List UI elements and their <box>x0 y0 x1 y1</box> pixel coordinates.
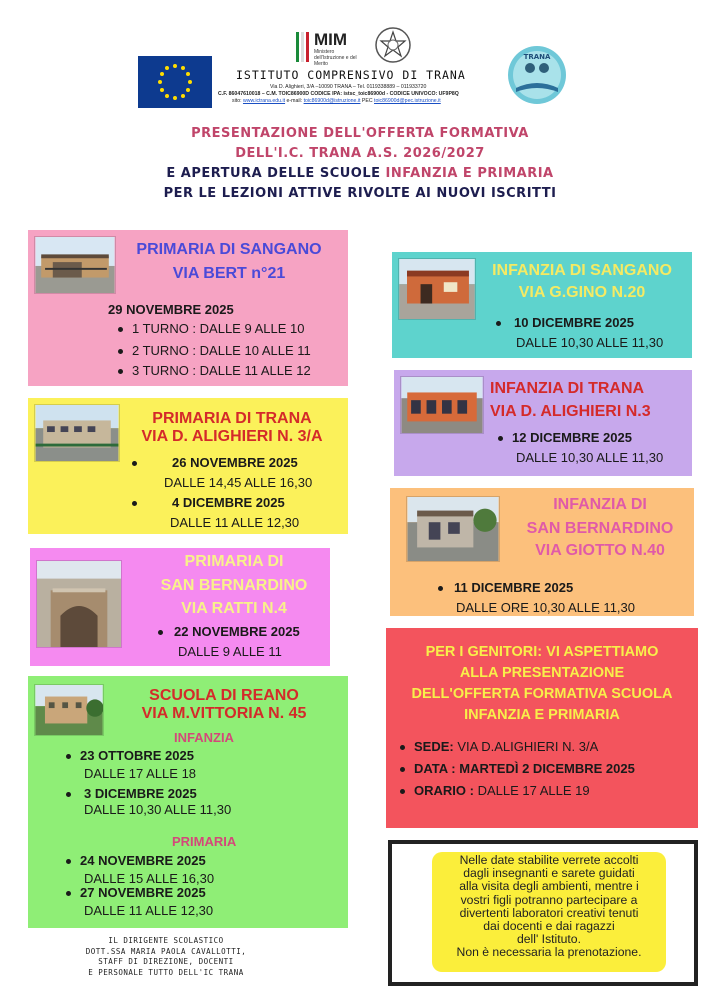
event-date: 4 DICEMBRE 2025 <box>172 495 285 510</box>
genitori-line-1: PER I GENITORI: VI ASPETTIAMO <box>425 644 659 660</box>
card-address: VIA GIOTTO N.40 <box>535 542 665 559</box>
primaria-label: PRIMARIA <box>172 834 237 849</box>
school-photo <box>34 684 104 736</box>
orario-row <box>414 783 590 798</box>
signature-line: STAFF DI DIREZIONE, DOCENTI <box>98 957 234 966</box>
pec-label: PEC <box>361 98 373 104</box>
title-line-3a: E APERTURA DELLE SCUOLE <box>166 166 386 181</box>
event-date: 12 DICEMBRE 2025 <box>512 430 632 445</box>
turn-item: 1 TURNO : DALLE 9 ALLE 10 <box>132 321 305 336</box>
institute-address: Via D. Alighieri, 3/A –10090 TRANA – Tel. 0119338889 – 011933720 <box>270 84 427 90</box>
card-primaria-sangano <box>28 230 348 386</box>
event-date: 29 NOVEMBRE 2025 <box>108 302 234 317</box>
card-title: INFANZIA DI TRANA <box>490 380 645 397</box>
site-label: sito: <box>232 98 242 104</box>
sede-label: SEDE: <box>414 739 454 754</box>
event-time: DALLE 11 ALLE 12,30 <box>84 903 214 918</box>
school-photo <box>36 560 122 648</box>
italian-flag-icon <box>296 32 310 62</box>
school-logo <box>506 44 568 106</box>
data-label: DATA : <box>414 761 456 776</box>
card-scuola-reano <box>28 676 348 928</box>
title-line-2: DELL'I.C. TRANA A.S. 2026/2027 <box>235 146 485 161</box>
genitori-line-2: ALLA PRESENTAZIONE <box>459 665 625 681</box>
notice-line: vostri figli potranno partecipare a <box>460 892 638 907</box>
notice-line: Nelle date stabilite verrete accolti <box>459 853 639 867</box>
event-time: DALLE 17 ALLE 18 <box>84 766 197 781</box>
card-subtitle: VIA M.VITTORIA N. 45 <box>141 705 307 722</box>
school-photo <box>34 404 120 462</box>
event-time: DALLE ORE 10,30 ALLE 11,30 <box>456 600 635 615</box>
orario-value: DALLE 17 ALLE 19 <box>477 783 590 798</box>
institute-name: ISTITUTO COMPRENSIVO DI TRANA <box>236 68 466 82</box>
school-photo <box>398 258 476 320</box>
event-date: 23 OTTOBRE 2025 <box>80 748 194 763</box>
email-label: e-mail: <box>286 98 303 104</box>
event-time: DALLE 11 ALLE 12,30 <box>170 515 300 530</box>
title-line-3 <box>0 166 720 181</box>
event-date: 27 NOVEMBRE 2025 <box>80 885 206 900</box>
event-date: 3 DICEMBRE 2025 <box>84 786 197 801</box>
card-subtitle: SAN BERNARDINO <box>160 577 308 594</box>
card-title: PRIMARIA DI TRANA <box>152 410 312 427</box>
card-title: INFANZIA DI SANGANO <box>492 262 672 279</box>
school-photo <box>34 236 116 294</box>
turn-item: 2 TURNO : DALLE 10 ALLE 11 <box>132 343 311 358</box>
pec-link[interactable]: toic86900d@pec.istruzione.it <box>374 98 441 104</box>
card-infanzia-sangano <box>392 252 692 358</box>
notice-line: dell' Istituto. <box>517 932 581 947</box>
event-time: DALLE 10,30 ALLE 11,30 <box>516 450 664 465</box>
notice-line: divertenti laboratori creativi tenuti <box>459 905 639 920</box>
school-photo <box>406 496 500 562</box>
event-date: 26 NOVEMBRE 2025 <box>172 455 298 470</box>
event-date: 22 NOVEMBRE 2025 <box>174 624 300 639</box>
school-photo <box>400 376 484 434</box>
event-time: DALLE 9 ALLE 11 <box>178 644 282 659</box>
event-time: DALLE 14,45 ALLE 16,30 <box>164 475 313 490</box>
institute-contacts <box>232 98 441 104</box>
sede-row <box>414 739 598 754</box>
event-time: DALLE 10,30 ALLE 11,30 <box>84 802 232 817</box>
card-primaria-trana <box>28 398 348 534</box>
card-infanzia-trana <box>394 370 692 476</box>
card-address: VIA RATTI N.4 <box>181 600 287 617</box>
title-line-3b: INFANZIA E PRIMARIA <box>385 166 554 181</box>
notice-box <box>388 840 698 986</box>
institute-codes: C.F. 86047610018 – C.M. TOIC86900D CODICE IPA: istsc_toic86900d - CODICE UNIVOCO: UF9P8Q <box>218 91 459 97</box>
card-title: INFANZIA DI <box>553 496 647 513</box>
site-link[interactable]: www.ictrana.edu.it <box>242 98 286 104</box>
email-link[interactable]: toic86900d@istruzione.it <box>303 98 361 104</box>
card-genitori <box>386 628 698 828</box>
genitori-line-3: DELL'OFFERTA FORMATIVA SCUOLA <box>411 686 673 702</box>
card-title: PRIMARIA DI <box>184 553 284 570</box>
event-time: DALLE 15 ALLE 16,30 <box>84 871 215 886</box>
event-date: 11 DICEMBRE 2025 <box>454 580 574 595</box>
card-title: SCUOLA DI REANO <box>149 687 299 704</box>
card-subtitle: VIA G.GINO N.20 <box>518 284 646 301</box>
signature-line: E PERSONALE TUTTO DELL'IC TRANA <box>88 967 244 977</box>
sede-value: VIA D.ALIGHIERI N. 3/A <box>457 739 599 754</box>
card-title: PRIMARIA DI SANGANO <box>136 241 322 258</box>
notice-line: dai docenti e dai ragazzi <box>483 919 615 934</box>
turn-item: 3 TURNO : DALLE 11 ALLE 12 <box>132 363 311 378</box>
data-row <box>414 761 635 776</box>
event-date: 10 DICEMBRE 2025 <box>514 315 634 330</box>
data-value: MARTEDÌ 2 DICEMBRE 2025 <box>459 761 635 776</box>
school-logo-text: TRANA <box>523 53 551 61</box>
title-line-1: PRESENTAZIONE DELL'OFFERTA FORMATIVA <box>191 126 529 141</box>
eu-flag-logo <box>138 56 212 108</box>
infanzia-label: INFANZIA <box>174 730 234 745</box>
signature-block <box>36 936 296 978</box>
title-line-4: PER LE LEZIONI ATTIVE RIVOLTE AI NUOVI ISCRITTI <box>163 186 557 201</box>
mim-name: MIM <box>314 30 348 49</box>
signature-line: DOTT.SSA MARIA PAOLA CAVALLOTTI, <box>85 946 247 956</box>
card-subtitle: VIA D. ALIGHIERI N.3 <box>490 403 651 420</box>
card-subtitle: VIA D. ALIGHIERI N. 3/A <box>141 428 323 445</box>
notice-line: alla visita degli ambienti, mentre i <box>459 879 639 894</box>
card-subtitle: VIA BERT n°21 <box>172 265 286 282</box>
card-primaria-san-bernardino <box>30 548 330 666</box>
republic-emblem-icon <box>374 26 412 64</box>
genitori-line-4: INFANZIA E PRIMARIA <box>464 707 620 723</box>
mim-subtitle: Ministero dell'Istruzione e del Merito <box>314 49 357 67</box>
orario-label: ORARIO : <box>414 783 474 798</box>
notice-text <box>432 854 666 960</box>
notice-line: Non è necessaria la prenotazione. <box>456 945 642 960</box>
event-date: 24 NOVEMBRE 2025 <box>80 853 206 868</box>
card-infanzia-san-bernardino <box>390 488 694 616</box>
signature-line: IL DIRIGENTE SCOLASTICO <box>108 936 224 945</box>
event-time: DALLE 10,30 ALLE 11,30 <box>516 335 664 350</box>
card-subtitle: SAN BERNARDINO <box>526 520 674 537</box>
notice-line: dagli insegnanti e sarete guidati <box>463 866 635 881</box>
